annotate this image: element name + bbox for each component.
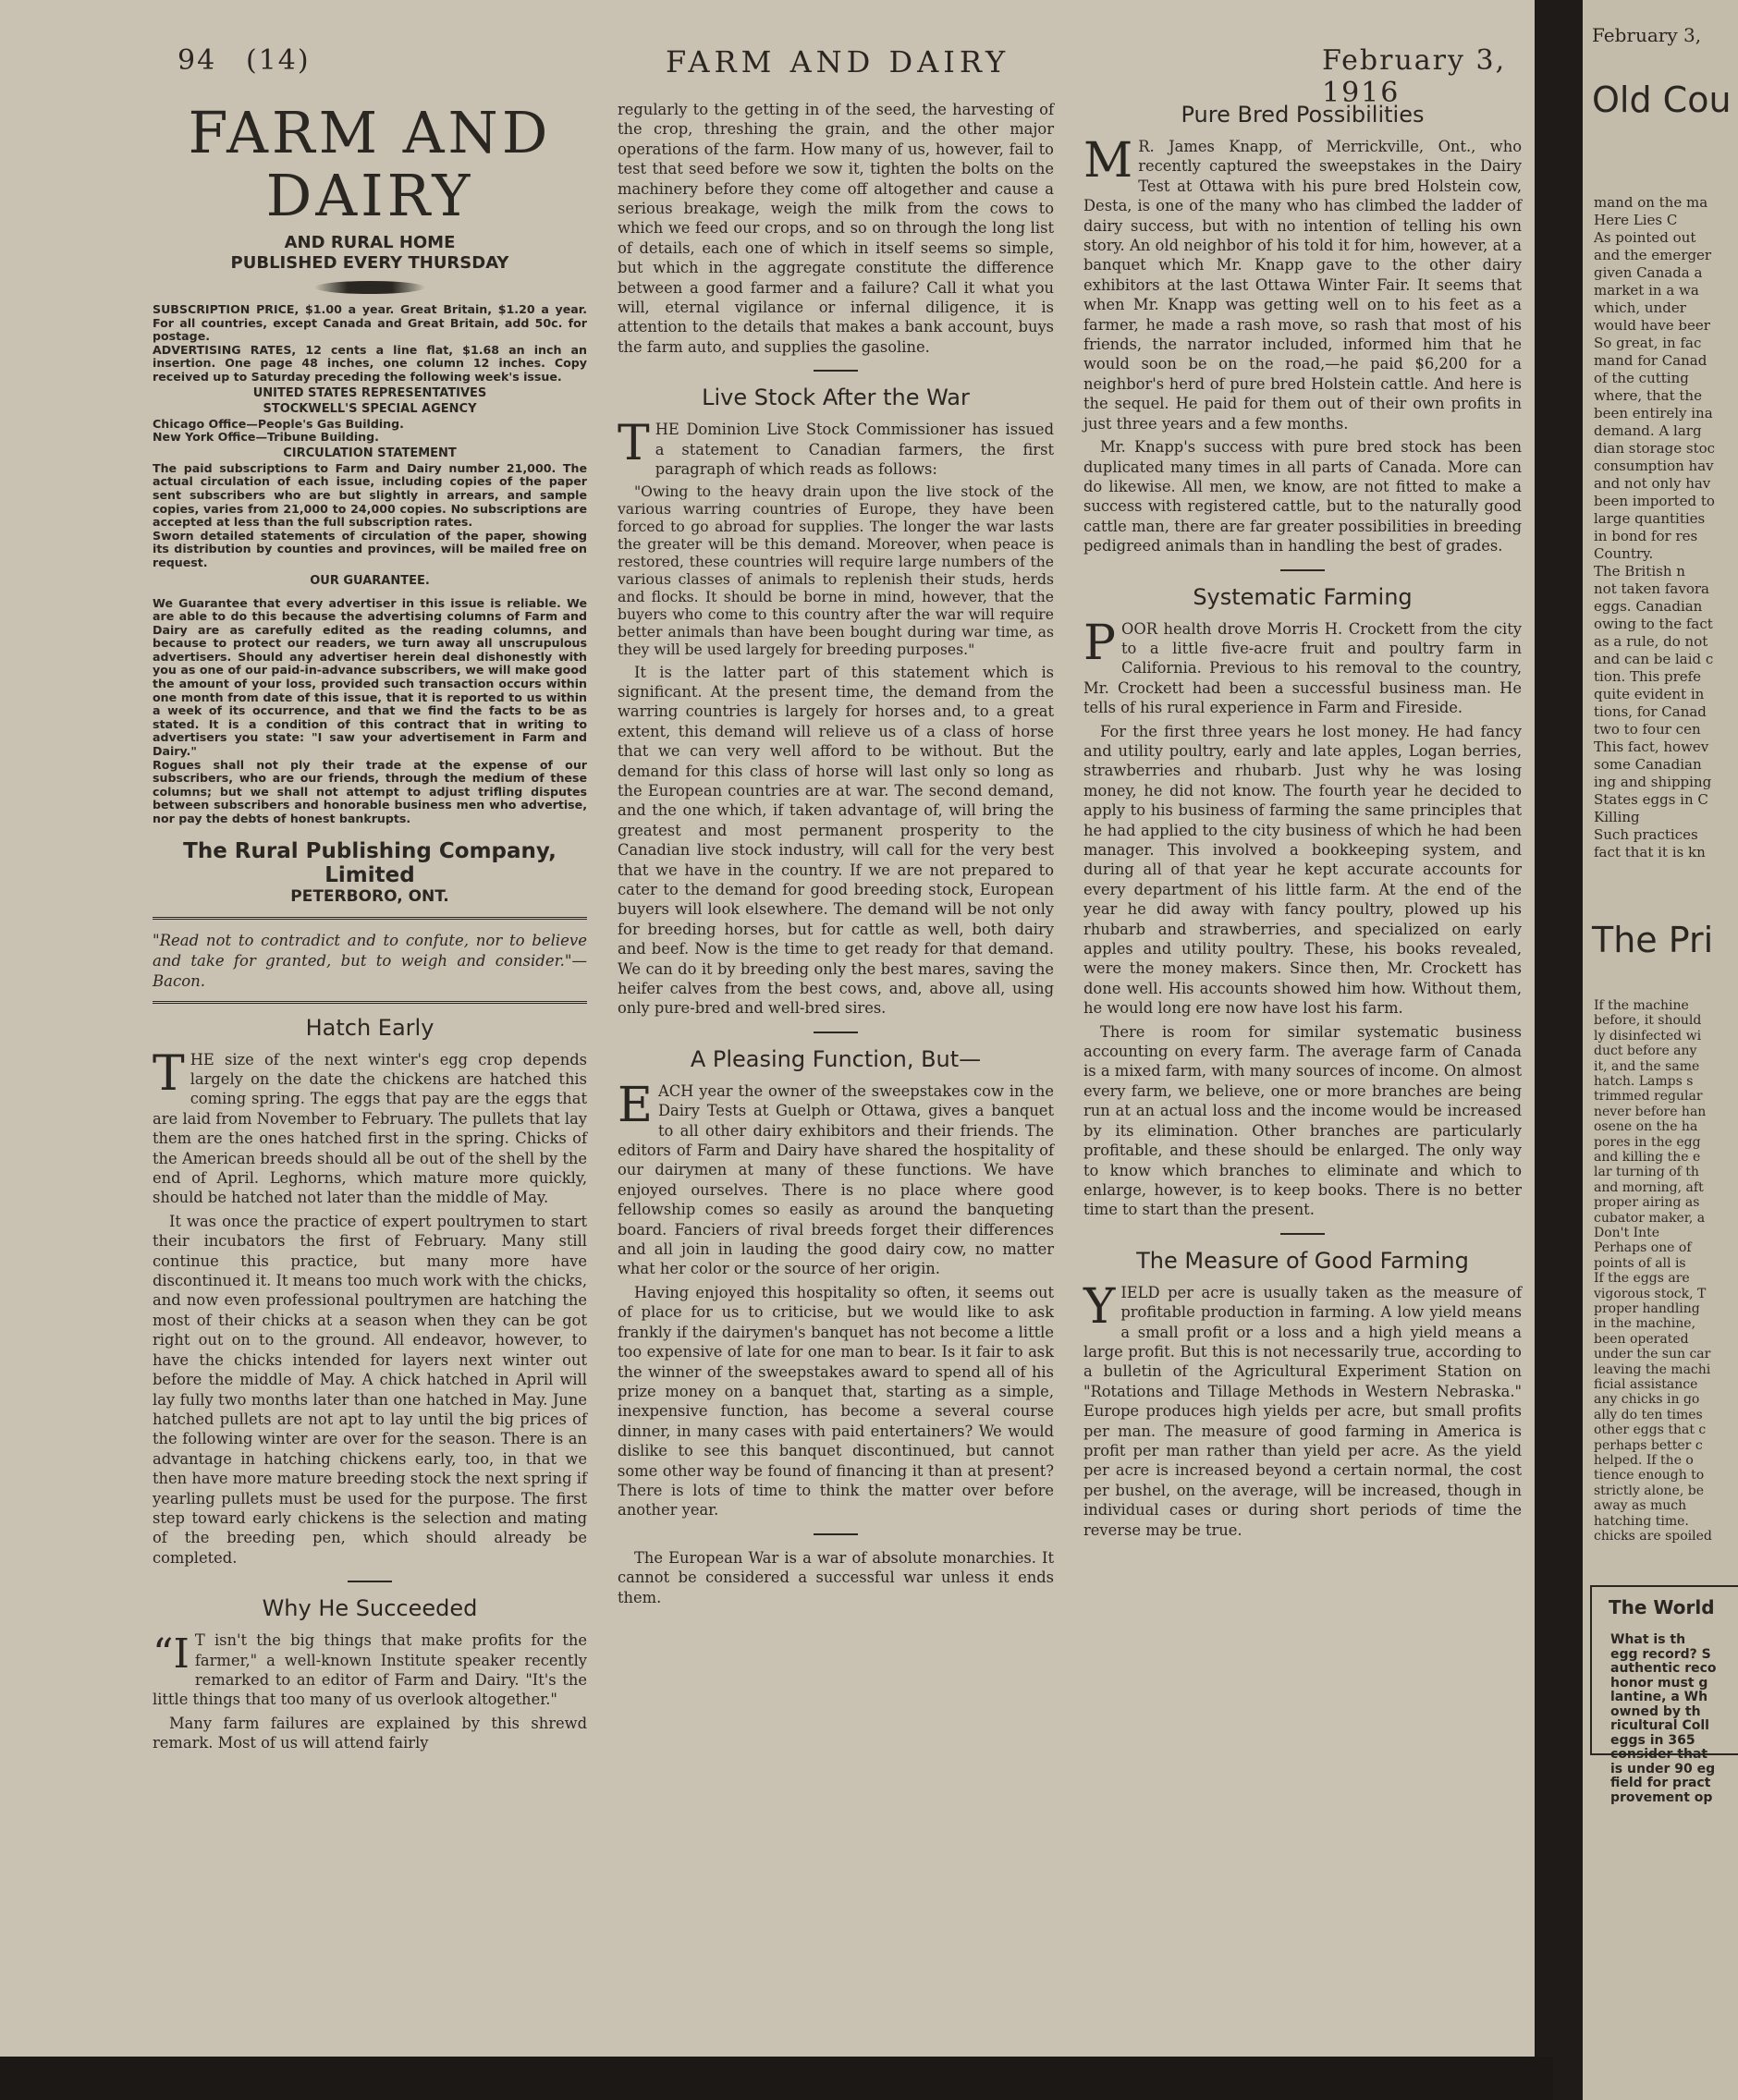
right-page-line: lantine, a Wh bbox=[1610, 1690, 1708, 1704]
newyork-office: New York Office—Tribune Building. bbox=[153, 430, 379, 445]
right-page-line: Country. bbox=[1594, 545, 1654, 562]
right-page-line: dian storage stoc bbox=[1594, 440, 1716, 457]
right-page-line: What is th bbox=[1610, 1632, 1686, 1647]
section-divider bbox=[814, 1533, 858, 1535]
right-page-line: and not only hav bbox=[1594, 475, 1711, 492]
right-page-line: duct before any bbox=[1594, 1044, 1697, 1059]
right-page-line: egg record? S bbox=[1610, 1646, 1711, 1662]
right-page-line: honor must g bbox=[1610, 1675, 1708, 1691]
right-page-line: This fact, howev bbox=[1594, 739, 1709, 755]
right-page-line: cubator maker, a bbox=[1594, 1210, 1706, 1226]
right-page-date: February 3, bbox=[1592, 24, 1702, 46]
right-page-line: owned by th bbox=[1610, 1703, 1701, 1719]
purebred-p1: M R. James Knapp, of Merrickville, Ont., who recently captured the sweepstakes in the Dairy Test at Ottawa with his pure bred Holstein cow, Desta, is one of the many who has climbed the ladder of dairy success, but with no intention of telling his own story. An old neighbor of his told it for him, however, at a banquet which Mr. Knapp gave to the other dairy exhibitors at the last Ottawa Winter Fair. It seems that when Mr. Knapp was getting well on to his feet as a farmer, he made a rash move, so rash that most of his friends, the narrator included, informed him that he would soon be on the road,—he paid $6,200 for a neighbor's herd of pure bred Holstein cattle. And here is the sequel. He paid for them out of their own profits in just three years and a few months. bbox=[1083, 133, 1522, 433]
drop-cap: E bbox=[618, 1077, 653, 1133]
succeeded-p1: “I T isn't the big things that make profits for the farmer," a well-known Institute speaker recently remarked to an editor of Farm and Dairy. "It's the little things that too many of us overlook altogether." bbox=[153, 1630, 587, 1709]
right-page-line: owing to the fact bbox=[1594, 616, 1713, 632]
right-page-line: proper airing as bbox=[1594, 1195, 1700, 1211]
purebred-p2: Mr. Knapp's success with pure bred stock has been duplicated many times in all parts of Canada. More can do likewise. All men, we know, are not fitted to make a success with registered cattle, but to the naturally good cattle man, there are far greater possibilities in breeding pedigreed animals than in handling the best of grades. bbox=[1083, 438, 1522, 556]
systematic-p2: For the first three years he lost money. He had fancy and utility poultry, early and late apples, Logan berries, strawberries and rhubarb. Just why he was losing money, he did not know. The fourth year he decided to apply to his business of farming the same principles that he had applied to the city business of which he had been manager. This involved a bookkeeping system, and during all of that year he kept accurate accounts for every department of his little farm. At the end of the year he did away with fancy poultry, plowed up his rhubarb and strawberries, and specialized on early apples and utility poultry. These, his books revealed, were the money makers. Since then, Mr. Crockett has done well. His accounts showed him how. Without them, he would long ere now have lost his farm. bbox=[1083, 722, 1522, 1018]
right-page-line: ly disinfected wi bbox=[1594, 1028, 1702, 1044]
right-page-line: any chicks in go bbox=[1594, 1392, 1700, 1408]
publisher-name: The Rural Publishing Company, Limited bbox=[183, 838, 557, 887]
right-page-line: tion. This prefe bbox=[1594, 668, 1702, 685]
pleasing-p2: Having enjoyed this hospitality so often, it seems out of place for us to criticise, but we would like to ask frankly if the dairymen's banquet has not become a little too expensive of late for one man to bear. Is it fair to ask the winner of the sweepstakes award to spend all of his prize money on a banquet that, starting as a simple, inexpensive function, has become a several course dinner, in many cases with paid entertainers? We would dislike to see this banquet discontinued, but cannot some other way be found of financing it than at present? There is lots of time to think the matter over before another year. bbox=[618, 1283, 1054, 1520]
right-page-line: before, it should bbox=[1594, 1013, 1702, 1029]
right-page-line: proper handling bbox=[1594, 1301, 1700, 1316]
article-title-systematic-farming: Systematic Farming bbox=[1193, 583, 1413, 610]
right-page-line: fact that it is kn bbox=[1594, 844, 1706, 861]
right-page-line: and killing the e bbox=[1594, 1150, 1701, 1165]
right-page-line: The British n bbox=[1594, 563, 1685, 580]
running-title: FARM AND DAIRY bbox=[666, 44, 1010, 79]
hatch-early-p2: It was once the practice of expert poultrymen to start their incubators the first of February. Many still continue this practice, but many more have discontinued it. It means too much work with the chicks, and now even professional poultrymen are hatching the most of their chicks at a season when they can be got right out on to the ground. All endeavor, however, to have the chicks intended for layers next winter out before the middle of May. A chick hatched in April will lay fully two months later than one hatched in May. June hatched pullets are not apt to lay until the big prices of the following winter are over for the season. There is an advantage in hatching chickens early, too, in that we then have more mature breeding stock the next spring if yearling pullets must be used for the purpose. The first step toward early chickens is the selection and mating of the breeding pen, which should already be completed. bbox=[153, 1212, 587, 1567]
right-page-line: which, under bbox=[1594, 299, 1686, 316]
right-page-line: If the machine bbox=[1594, 998, 1689, 1013]
right-page-line: of the cutting bbox=[1594, 370, 1689, 386]
masthead-title: FARM AND DAIRY bbox=[188, 99, 552, 229]
right-page-line: two to four cen bbox=[1594, 721, 1701, 738]
right-page-line: tience enough to bbox=[1594, 1468, 1705, 1483]
agency-name: STOCKWELL'S SPECIAL AGENCY bbox=[263, 401, 477, 416]
right-page-line: osene on the ha bbox=[1594, 1119, 1698, 1135]
right-page-line: Here Lies C bbox=[1594, 212, 1678, 228]
right-page-line: mand for Canad bbox=[1594, 352, 1707, 369]
article-title-pleasing-function: A Pleasing Function, But— bbox=[690, 1045, 982, 1072]
right-page-line: in the machine, bbox=[1594, 1316, 1696, 1332]
right-page-line: quite evident in bbox=[1594, 686, 1705, 702]
drop-cap: “I bbox=[153, 1630, 190, 1679]
right-page-line: tions, for Canad bbox=[1594, 703, 1707, 720]
right-page-line: hatch. Lamps s bbox=[1594, 1074, 1694, 1089]
succeeded-p2: Many farm failures are explained by this shrewd remark. Most of us will attend fairly bbox=[153, 1714, 587, 1752]
right-page-line: Such practices bbox=[1594, 826, 1698, 843]
right-page-line: perhaps better c bbox=[1594, 1437, 1703, 1453]
right-page-line: If the eggs are bbox=[1594, 1271, 1690, 1287]
circulation-statement: The paid subscriptions to Farm and Dairy number 21,000. The actual circulation of each issue, including copies of the paper sent subscribers who are but slightly in arrears, and sample copies, varies from 21,000 to 24,000 copies. No subscriptions are accepted at less than the full subscription rates. bbox=[153, 460, 587, 530]
ornament-divider bbox=[314, 281, 425, 294]
right-page-line: As pointed out bbox=[1594, 229, 1696, 246]
article-title-pure-bred: Pure Bred Possibilities bbox=[1181, 102, 1425, 128]
right-page-line: other eggs that c bbox=[1594, 1422, 1707, 1438]
succeeded-continued: regularly to the getting in of the seed, the harvesting of the crop, threshing the grain, and the other major operations of the farm. How many of us, however, fail to test that seed before we sow it, tighten the bolts on the machinery before they come off altogether and cause a serious breakage, weigh the milk from the cows to which we feed our crops, and so on through the long list of details, each one of which in itself seems so simple, but which in the aggregate constitute the difference between a good farmer and a failure? Call it what you will, eternal vigilance or infernal diligence, it is attention to the details that makes a bank account, buys the farm auto, and supplies the gasoline. bbox=[618, 101, 1054, 356]
right-page-line: some Canadian bbox=[1594, 756, 1702, 773]
right-page-line: chicks are spoiled bbox=[1594, 1529, 1712, 1544]
box-title: The World bbox=[1609, 1596, 1715, 1618]
right-page-line: and the emerger bbox=[1594, 247, 1712, 263]
right-page-line: large quantities bbox=[1594, 510, 1706, 527]
circulation-heading: CIRCULATION STATEMENT bbox=[283, 446, 457, 460]
right-page-line: mand on the ma bbox=[1594, 194, 1708, 211]
right-page-line: as a rule, do not bbox=[1594, 633, 1708, 650]
hatch-early-p1: THE size of the next winter's egg crop depends largely on the date the chickens are hatched this coming spring. The eggs that pay are the eggs that are laid from November to February. The pullets that lay them are the ones hatched first in the spring. Chicks of the American breeds should all be out of the shell by the end of April. Leghorns, which mature more quickly, should be hatched not later than the middle of May. bbox=[153, 1045, 587, 1207]
drop-cap: P bbox=[1083, 615, 1116, 671]
right-page-heading-2: The Pri bbox=[1592, 920, 1714, 960]
right-page bbox=[1583, 0, 1738, 2100]
right-page-line: where, that the bbox=[1594, 387, 1702, 404]
right-page-line: ing and shipping bbox=[1594, 774, 1712, 790]
right-page-line: pores in the egg bbox=[1594, 1134, 1701, 1150]
right-page-heading-1: Old Cou bbox=[1592, 79, 1732, 120]
pleasing-p1: EACH year the owner of the sweepstakes cow in the Dairy Tests at Guelph or Ottawa, gives a banquet to all other dairy exhibitors and their friends. The editors of Farm and Dairy have shared the hospitality of our dairymen at many of these functions. We have enjoyed ourselves. There is no place where good fellowship comes so easily as around the banqueting board. Fanciers of rival breeds forget their differences and all join in lauding the good dairy cow, no matter what her color or the source of her origin. bbox=[618, 1077, 1054, 1278]
article-title-measure-good-farming: The Measure of Good Farming bbox=[1136, 1247, 1469, 1274]
right-page-line: Perhaps one of bbox=[1594, 1240, 1692, 1256]
right-page-line: ricultural Coll bbox=[1610, 1718, 1709, 1733]
rogues-text: Rogues shall not ply their trade at the expense of our subscribers, who are our friends, through the medium of these columns; but we shall not attempt to adjust trifling disputes between subscribers and honorable business men who advertise, nor pay the debts of honest bankrupts. bbox=[153, 757, 587, 825]
systematic-p1: POOR health drove Morris H. Crockett from the city to a little five-acre fruit and poultry farm in California. Previous to his removal to the country, Mr. Crockett had been a successful business man. He tells of his rural experience in Farm and Fireside. bbox=[1083, 615, 1522, 717]
sworn-statement: Sworn detailed statements of circulation of the paper, showing its distribution by counties and provinces, will be mailed free on request. bbox=[153, 528, 587, 569]
page-number: 94 bbox=[177, 44, 217, 77]
article-title-why-he-succeeded: Why He Succeeded bbox=[262, 1595, 478, 1622]
page-gutter bbox=[1535, 0, 1583, 2100]
publisher-location: PETERBORO, ONT. bbox=[290, 886, 449, 906]
us-representatives-heading: UNITED STATES REPRESENTATIVES bbox=[252, 385, 487, 400]
right-page-line: away as much bbox=[1594, 1498, 1687, 1514]
right-page-line: and can be laid c bbox=[1594, 651, 1714, 667]
right-page-line: Killing bbox=[1594, 809, 1640, 825]
section-divider bbox=[814, 370, 858, 372]
right-page-line: given Canada a bbox=[1594, 264, 1703, 281]
advertising-rates: ADVERTISING RATES, 12 cents a line flat, $1.68 an inch an insertion. One page 48 inches, one column 12 inches. Copy received up to Saturday preceding the following week's issue. bbox=[153, 342, 587, 384]
article-title-live-stock: Live Stock After the War bbox=[702, 385, 970, 411]
column-2 bbox=[618, 100, 1054, 1611]
right-page-line: helped. If the o bbox=[1594, 1453, 1694, 1468]
right-page-line: market in a wa bbox=[1594, 282, 1699, 299]
right-page-line: So great, in fac bbox=[1594, 335, 1702, 351]
masthead-rule bbox=[153, 917, 587, 920]
right-page-line: been imported to bbox=[1594, 493, 1715, 509]
right-page-line: points of all is bbox=[1594, 1255, 1686, 1271]
systematic-p3: There is room for similar systematic business accounting on every farm. The average farm of Canada is a mixed farm, with many sources of income. On almost every farm, we believe, one or more branches are being run at an actual loss and the income would be increased by its elimination. Other branches are particularly profitable, and these should be enlarged. The only way to know which branches to eliminate and which to enlarge, however, is to keep books. There is no better time to start than the present. bbox=[1083, 1022, 1522, 1219]
right-page-line: eggs. Canadian bbox=[1594, 598, 1703, 615]
right-page-line: is under 90 eg bbox=[1610, 1761, 1716, 1776]
right-page-line: been entirely ina bbox=[1594, 405, 1713, 421]
inner-page-number: (14) bbox=[246, 44, 311, 77]
right-page-line: Don't Inte bbox=[1594, 1226, 1660, 1240]
right-page-line: ficial assistance bbox=[1594, 1377, 1698, 1392]
right-page-line: it, and the same bbox=[1594, 1058, 1700, 1074]
right-page-line: States eggs in C bbox=[1594, 791, 1708, 808]
guarantee-heading: OUR GUARANTEE. bbox=[310, 573, 430, 588]
right-page-line: been operated bbox=[1594, 1331, 1689, 1347]
right-page-line: consider that bbox=[1610, 1747, 1708, 1762]
bacon-quote: "Read not to contradict and to confute, nor to believe and take for granted, but to weigh and consider."—Bacon. bbox=[153, 931, 587, 990]
right-page-line: lar turning of th bbox=[1594, 1165, 1699, 1180]
section-divider bbox=[814, 1032, 858, 1033]
section-divider bbox=[1280, 1233, 1325, 1235]
drop-cap: T bbox=[153, 1045, 185, 1102]
scan-edge bbox=[0, 2057, 1553, 2100]
livestock-p2: It is the latter part of this statement which is significant. At the present time, the demand from the warring countries is largely for horses and, to a great extent, this demand will relieve us of a class of horse that we can very well afford to be without. But the demand for this class of horse will last only so long as the European countries are at war. The second demand, and the one which, if taken advantage of, will bring the greatest and most permanent prosperity to the Canadian live stock industry, will call for the very best that we have in the country. If we are not prepared to cater to the demand for good breeding stock, European buyers will look elsewhere. The demand will be not only for breeding horses, but for cattle as well, both dairy and beef. Now is the time to get ready for that demand. We can do it by breeding only the best mares, saving the heifer calves from the best cows, and, above all, using only pure-bred and well-bred sires. bbox=[618, 663, 1054, 1018]
column-1 bbox=[153, 100, 587, 1757]
right-page-line: vigorous stock, T bbox=[1594, 1286, 1707, 1301]
right-page-line: and morning, aft bbox=[1594, 1179, 1704, 1195]
right-page-line: strictly alone, be bbox=[1594, 1483, 1704, 1498]
article-title-hatch-early: Hatch Early bbox=[305, 1014, 434, 1041]
chicago-office: Chicago Office—People's Gas Building. bbox=[153, 416, 404, 431]
right-page-line: ally do ten times bbox=[1594, 1407, 1703, 1422]
right-page-line: eggs in 365 bbox=[1610, 1732, 1695, 1748]
right-page-line: consumption hav bbox=[1594, 458, 1714, 474]
drop-cap: M bbox=[1083, 133, 1133, 189]
right-page-line: authentic reco bbox=[1610, 1661, 1717, 1676]
right-page-line: in bond for res bbox=[1594, 528, 1698, 544]
right-page-line: under the sun car bbox=[1594, 1347, 1711, 1362]
right-page-line: provement op bbox=[1610, 1789, 1713, 1805]
section-divider bbox=[1280, 569, 1325, 571]
right-page-line: demand. A larg bbox=[1594, 422, 1702, 439]
measure-p1: YIELD per acre is usually taken as the measure of profitable production in farming. A low yield means a small profit or a loss and a high yield means a large profit. But this is not necessarily true, according to a bulletin of the Agricultural Experiment Station on "Rotations and Tillage Methods in Western Nebraska." Europe produces high yields per acre, but small profits per man. The measure of good farming in America is profit per man rather than yield per acre. As the yield per acre is increased beyond a certain normal, the cost per bushel, on the average, will be increased, though in individual cases or during short periods of time the reverse may be true. bbox=[1083, 1278, 1522, 1539]
right-page-line: leaving the machi bbox=[1594, 1361, 1711, 1377]
section-divider bbox=[348, 1581, 392, 1582]
column-3 bbox=[1083, 100, 1522, 1544]
right-page-line: field for pract bbox=[1610, 1776, 1711, 1790]
right-page-line: hatching time. bbox=[1594, 1513, 1689, 1529]
livestock-quote: "Owing to the heavy drain upon the live stock of the various warring countries of Europe, they have been forced to go abroad for supplies. The longer the war lasts the greater will be this demand. Moreover, when peace is restored, these countries will require large numbers of the various classes of animals to replenish their studs, herds and flocks. It should be borne in mind, however, that the buyers who come to this country after the war will require better animals than have been bought during war time, as they will be used largely for breeding purposes." bbox=[618, 482, 1054, 658]
right-page-line: not taken favora bbox=[1594, 580, 1709, 597]
masthead-frequency: PUBLISHED EVERY THURSDAY bbox=[230, 253, 509, 273]
right-page-line: would have beer bbox=[1594, 317, 1710, 334]
right-page-line: trimmed regular bbox=[1594, 1089, 1703, 1105]
guarantee-text: We Guarantee that every advertiser in this issue is reliable. We are able to do this because the advertising columns of Farm and Dairy are as carefully edited as the reading columns, and because to protect our readers, we turn away all unscrupulous advertisers. Should any advertiser herein deal dishonestly with you as one of our paid-in-advance subscribers, we will make good the amount of your loss, provided such transaction occurs within one month from date of this issue, that it is reported to us within a week of its occurrence, and that we find the facts to be as stated. It is a condition of this contract that in writing to advertisers you state: "I saw your advertisement in Farm and Dairy." bbox=[153, 595, 587, 759]
subscription-info: SUBSCRIPTION PRICE, $1.00 a year. Great Britain, $1.20 a year. For all countries, except Canada and Great Britain, add 50c. for postage. bbox=[153, 302, 587, 344]
drop-cap: Y bbox=[1083, 1278, 1116, 1335]
quote-rule bbox=[153, 1001, 587, 1004]
drop-cap: T bbox=[618, 416, 650, 472]
livestock-p1: THE Dominion Live Stock Commissioner has issued a statement to Canadian farmers, the first paragraph of which reads as follows: bbox=[618, 416, 1054, 479]
war-paragraph: The European War is a war of absolute monarchies. It cannot be considered a successful war unless it ends them. bbox=[618, 1548, 1054, 1606]
right-page-line: never before han bbox=[1594, 1104, 1707, 1119]
masthead-subtitle: AND RURAL HOME bbox=[284, 233, 456, 252]
issue-date: February 3, 1916 bbox=[1322, 44, 1507, 109]
